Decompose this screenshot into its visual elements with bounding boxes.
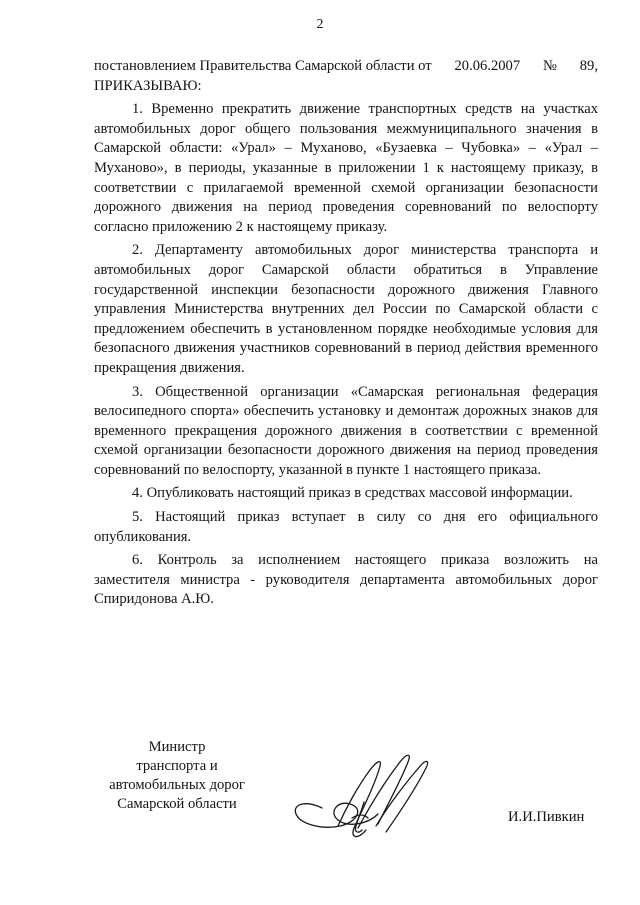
intro-line bbox=[94, 57, 598, 77]
decree-date: 20.06.2007 bbox=[454, 58, 521, 74]
paragraph-1: 1. Временно прекратить движение транспортных средств на участках автомобильных дорог общего пользования межмуниципального значения в Самарской области: «Урал» – Муханово, «Бузаевка – Чубовка» – «Урал – Муханово», в периоды, указанные в приложении 1 к настоящему приказу, в соответствии с прилагаемой временной схемой организации безопасности дорожного движения на период проведения соревнований по велоспорту согласно приложению 2 к настоящему приказу. bbox=[94, 101, 598, 235]
paragraph-5: 5. Настоящий приказ вступает в силу со дня его официального опубликования. bbox=[94, 509, 598, 545]
signatory-line: транспорта и bbox=[136, 758, 218, 774]
handwritten-signature bbox=[288, 748, 436, 858]
order-word: ПРИКАЗЫВАЮ: bbox=[94, 77, 202, 94]
signatory-line: автомобильных дорог bbox=[109, 777, 245, 793]
signatory-title bbox=[92, 738, 262, 814]
paragraph-6: 6. Контроль за исполнением настоящего приказа возложить на заместителя министра - руководителя департамента автомобильных дорог Спиридонова А.Ю. bbox=[94, 552, 598, 608]
number-sign: № bbox=[542, 58, 557, 74]
paragraph-2: 2. Департаменту автомобильных дорог министерства транспорта и автомобильных дорог Самарской области обратиться в Управление государственной инспекции безопасности дорожного движения Главного управления Министерства внутренних дел России по Самарской области с предложением обеспечить в установленном порядке необходимые условия для безопасного движения участников соревнований в период действия временного прекращения движения. bbox=[94, 242, 598, 376]
paragraph-4: 4. Опубликовать настоящий приказ в средствах массовой информации. bbox=[132, 485, 573, 502]
signer-name: И.И.Пивкин bbox=[508, 809, 585, 825]
intro-text: постановлением Правительства Самарской области от bbox=[94, 58, 432, 74]
page-number: 2 bbox=[316, 17, 324, 32]
document-body bbox=[94, 57, 598, 610]
paragraph-3: 3. Общественной организации «Самарская региональная федерация велосипедного спорта» обеспечить установку и демонтаж дорожных знаков для временного прекращения дорожного движения в соответствии с временной схемой организации безопасности дорожного движения на период проведения соревнований по велоспорту, указанной в пункте 1 настоящего приказа. bbox=[94, 383, 598, 478]
decree-number: 89, bbox=[579, 58, 598, 74]
signatory-line: Министр bbox=[148, 739, 206, 755]
signatory-line: Самарской области bbox=[117, 796, 237, 812]
